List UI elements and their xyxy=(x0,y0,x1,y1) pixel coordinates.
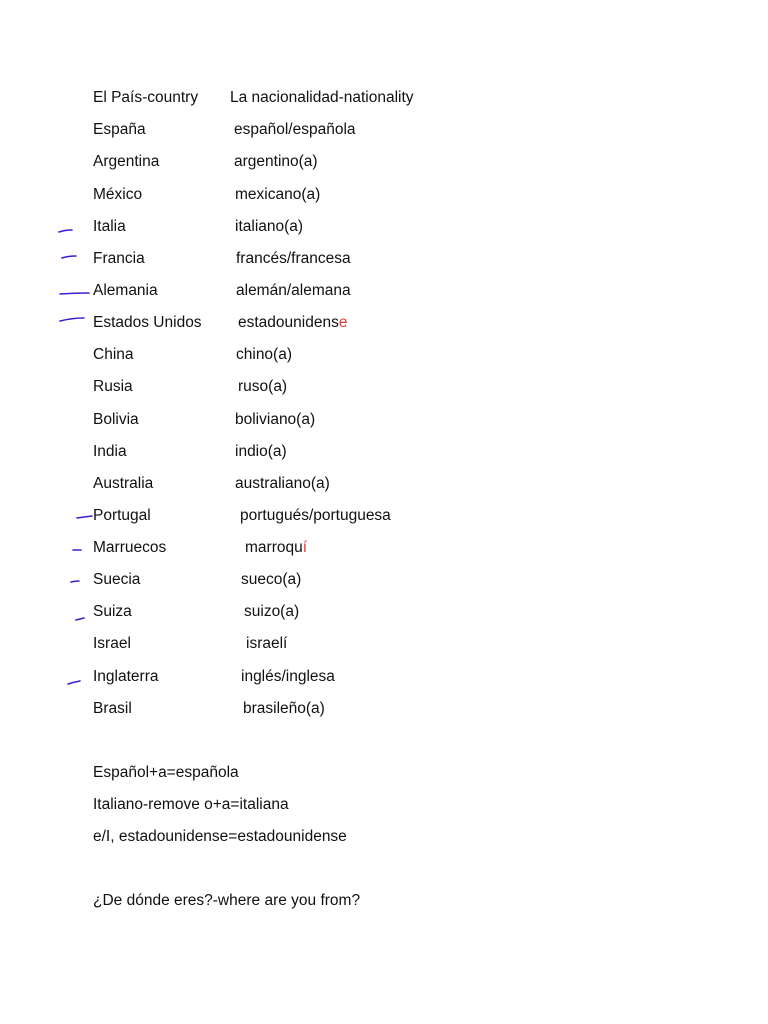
pen-mark xyxy=(76,618,84,620)
country-cell: Brasil xyxy=(93,700,132,717)
nationality-cell: boliviano(a) xyxy=(235,411,316,428)
country-cell: Italia xyxy=(93,218,126,235)
pen-mark xyxy=(60,318,84,321)
country-cell: Francia xyxy=(93,250,145,267)
nationality-cell: indio(a) xyxy=(235,443,287,460)
pen-mark xyxy=(71,581,79,582)
pen-mark xyxy=(60,293,89,294)
nationality-cell: argentino(a) xyxy=(234,153,318,170)
country-cell: Bolivia xyxy=(93,411,139,428)
country-cell: India xyxy=(93,443,127,460)
nationality-cell: israelí xyxy=(246,635,288,652)
country-cell: Suiza xyxy=(93,603,132,620)
nationality-cell: alemán/alemana xyxy=(236,282,351,299)
nationality-cell: brasileño(a) xyxy=(243,700,325,717)
pen-mark xyxy=(77,516,92,518)
note-line: Español+a=española xyxy=(93,764,239,781)
pen-mark xyxy=(68,681,80,684)
nationality-cell: estadounidense xyxy=(238,314,348,331)
nationality-cell: chino(a) xyxy=(236,346,292,363)
country-cell: Israel xyxy=(93,635,131,652)
country-cell: Alemania xyxy=(93,282,158,299)
nationality-cell: mexicano(a) xyxy=(235,186,321,203)
country-cell: España xyxy=(93,121,146,138)
country-cell: Australia xyxy=(93,475,154,492)
country-cell: Marruecos xyxy=(93,539,167,556)
country-cell: China xyxy=(93,346,134,363)
nationality-cell: suizo(a) xyxy=(244,603,300,620)
nationality-cell: sueco(a) xyxy=(241,571,302,588)
pen-mark xyxy=(62,256,76,258)
question-line: ¿De dónde eres?-where are you from? xyxy=(93,892,361,909)
country-cell: Rusia xyxy=(93,378,133,395)
header-country: El País-country xyxy=(93,89,199,106)
country-cell: Suecia xyxy=(93,571,141,588)
note-line: Italiano-remove o+a=italiana xyxy=(93,796,289,813)
note-line: e/I, estadounidense=estadounidense xyxy=(93,828,347,845)
country-cell: México xyxy=(93,186,143,203)
country-cell: Estados Unidos xyxy=(93,314,202,331)
nationality-cell: portugués/portuguesa xyxy=(240,507,391,524)
country-cell: Argentina xyxy=(93,153,160,170)
country-cell: Inglaterra xyxy=(93,668,159,685)
nationality-cell: inglés/inglesa xyxy=(241,668,335,685)
header-nationality: La nacionalidad-nationality xyxy=(230,89,414,106)
nationality-cell: español/española xyxy=(234,121,356,138)
nationality-cell: australiano(a) xyxy=(235,475,330,492)
pen-mark xyxy=(59,230,72,232)
nationality-cell: francés/francesa xyxy=(236,250,351,267)
country-cell: Portugal xyxy=(93,507,151,524)
nationality-cell: italiano(a) xyxy=(235,218,304,235)
nationality-cell: marroquí xyxy=(245,539,308,556)
nationality-cell: ruso(a) xyxy=(238,378,288,395)
